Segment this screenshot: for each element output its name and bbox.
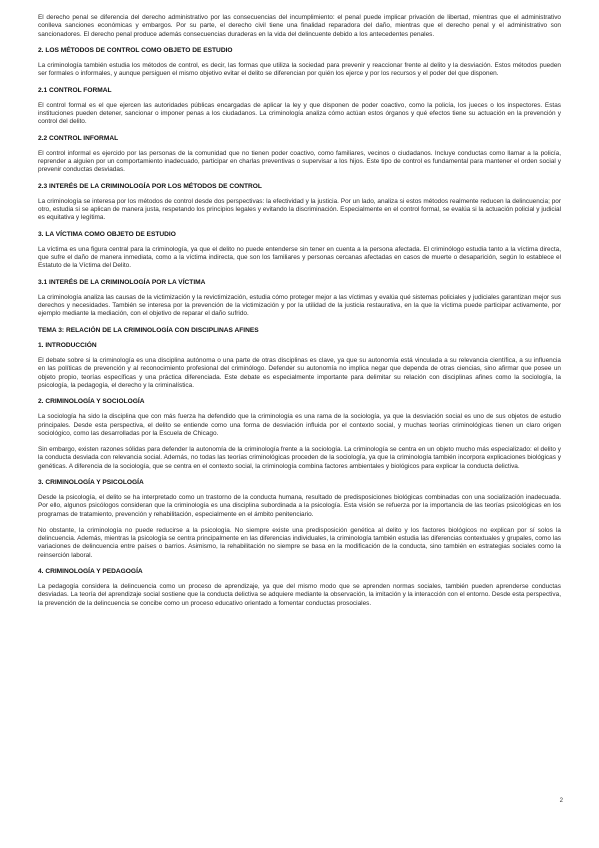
paragraph: El debate sobre si la criminología es una disciplina autónoma o una parte de otras disciplinas es clave, ya que su autonomía está vinculada a su relevancia científica, a su influencia en las políticas de prevención y al reconocimiento profesional del criminólogo. Defender su autonomía no implica negar que dependa de otras ciencias, sino afirmar que posee un objeto propio, teorías específicas y una práctica diferenciada. Este debate es especialmente importante para delimitar su relación con disciplinas afines como la sociología, la psicología, la pedagogía, el derecho y la criminalística. [38, 357, 561, 389]
paragraph: Desde la psicología, el delito se ha interpretado como un trastorno de la conducta humana, resultado de predisposiciones biológicas combinadas con una socialización inadecuada. Por ello, algunos psicólogos consideran que la criminología es una disciplina subordinada a la psicología. Esta visión se refuerza por la importancia de las teorías psicológicas en los programas de tratamiento, prevención y rehabilitación, especialmente en el ámbito penitenciario. [38, 494, 561, 518]
section-heading: 1. INTRODUCCIÓN [38, 341, 97, 349]
paragraph: No obstante, la criminología no puede reducirse a la psicología. No siempre existe una predisposición genética al delito y los factores biológicos no explican por sí solos la delincuencia. Además, mientras la psicología se centra principalmente en las diferencias individuales, la criminología también estudia las diferencias contextuales y grupales, como las variaciones de delincuencia entre países o barrios. Asimismo, la rehabilitación no siempre se basa en la modificación de la conducta, sino también en estrategias sociales como la reinserción laboral. [38, 526, 561, 559]
paragraph: El control formal es el que ejercen las autoridades públicas encargadas de aplicar la ley y que disponen de poder coactivo, como la policía, los jueces o los inspectores. Estas instituciones pueden detener, sancionar o imponer penas a los ciudadanos. La criminología analiza cómo actúan estos órganos y qué efectos tiene su actuación en la prevención y control del delito. [38, 101, 561, 126]
section-heading: 2.2 CONTROL INFORMAL [38, 134, 119, 142]
paragraph: Sin embargo, existen razones sólidas para defender la autonomía de la criminología frente a la sociología. La criminología se centra en un objeto mucho más especializado: el delito y la conducta desviada con relevancia social. Además, no todas las teorías criminológicas proceden de la sociología, ya que la criminología también incorpora explicaciones biológicas y genéticas. A diferencia de la sociología, que se centra en el contexto social, la criminología combina factores ambientales y biológicos para explicar la conducta delictiva. [38, 446, 561, 470]
section-heading: 3.1 INTERÉS DE LA CRIMINOLOGÍA POR LA VÍCTIMA [38, 278, 206, 286]
section-heading: 2.1 CONTROL FORMAL [38, 86, 112, 94]
section-heading: 4. CRIMINOLOGÍA Y PEDAGOGÍA [38, 567, 143, 575]
paragraph: La criminología también estudia los métodos de control, es decir, las formas que utiliza la sociedad para prevenir y reaccionar frente al delito y la desviación. Estos métodos pueden ser formales o informales, y aunque persiguen el mismo objetivo evitar el delito se diferencian por quién los ejerce y por los recursos y el poder del que disponen. [38, 62, 561, 78]
paragraph: La sociología ha sido la disciplina que con más fuerza ha defendido que la criminología es una rama de la sociología, ya que la desviación social es uno de sus objetos de estudio principales. Desde esta perspectiva, el delito se entiende como una forma de desviación influida por el contexto social, y muchas teorías criminológicas tienen un claro origen sociológico, como las desarrolladas por la Escuela de Chicago. [38, 413, 561, 437]
section-heading: 2.3 INTERÉS DE LA CRIMINOLOGÍA POR LOS MÉTODOS DE CONTROL [38, 182, 262, 190]
section-heading: 3. CRIMINOLOGÍA Y PSICOLOGÍA [38, 478, 144, 486]
section-heading: 2. CRIMINOLOGÍA Y SOCIOLOGÍA [38, 398, 145, 405]
paragraph: La criminología se interesa por los métodos de control desde dos perspectivas: la efectividad y la justicia. Por un lado, analiza si estos métodos realmente reducen la delincuencia; por otro, estudia si se aplican de manera justa, respetando los principios legales y evitando la discriminación. Especialmente en el control formal, se evalúa si la actuación policial y judicial es equitativa y legítima. [38, 197, 561, 222]
paragraph: La criminología analiza las causas de la victimización y la revictimización, estudia cómo proteger mejor a las víctimas y evalúa qué sistemas policiales y judiciales garantizan mejor sus derechos y necesidades. También se interesa por la prevención de la victimización y por la utilidad de la justicia restaurativa, en la que la víctima puede participar activamente, por ejemplo mediante la mediación, con el objetivo de reparar el daño sufrido. [38, 293, 561, 318]
paragraph: La víctima es una figura central para la criminología, ya que el delito no puede entenderse sin tener en cuenta a la persona afectada. El criminólogo estudia tanto a la víctima directa, que sufre el daño de manera inmediata, como a la víctima indirecta, que son los familiares y personas cercanas afectadas en casos de muerte o desaparición, según lo establece el Estatuto de la Víctima del Delito. [38, 245, 561, 270]
paragraph: La pedagogía considera la delincuencia como un proceso de aprendizaje, ya que del mismo modo que se aprenden normas sociales, también pueden aprenderse conductas desviadas. La teoría del aprendizaje social sostiene que la conducta delictiva se adquiere mediante la observación, la imitación y la interacción con el entorno. Desde esta perspectiva, la prevención de la delincuencia se concibe como un proceso educativo orientado a fomentar conductas prosociales. [38, 583, 561, 607]
section-heading: TEMA 3: RELACIÓN DE LA CRIMINOLOGÍA CON DISCIPLINAS AFINES [38, 326, 259, 334]
paragraph: El derecho penal se diferencia del derecho administrativo por las consecuencias del incumplimiento: el penal puede implicar privación de libertad, mientras que el administrativo conlleva sanciones económicas y embargos. Por su parte, el derecho civil tiene una finalidad reparadora del daño, mientras que el derecho penal y el administrativo son sancionadores. El derecho penal produce además consecuencias duraderas en la vida del delincuente debido a los antecedentes penales. [38, 14, 561, 38]
paragraph: El control informal es ejercido por las personas de la comunidad que no tienen poder coactivo, como familiares, vecinos o ciudadanos. Incluye conductas como llamar a la policía, reprender a alguien por un comportamiento inadecuado, participar en charlas preventivas o supervisar a los hijos. Este tipo de control es fundamental para mantener el orden social y prevenir conductas desviadas. [38, 149, 561, 174]
section-heading: 2. LOS MÉTODOS DE CONTROL COMO OBJETO DE ESTUDIO [38, 46, 233, 54]
page-number: 2 [559, 798, 563, 804]
document-body [38, 14, 561, 608]
section-heading: 3. LA VÍCTIMA COMO OBJETO DE ESTUDIO [38, 230, 176, 238]
